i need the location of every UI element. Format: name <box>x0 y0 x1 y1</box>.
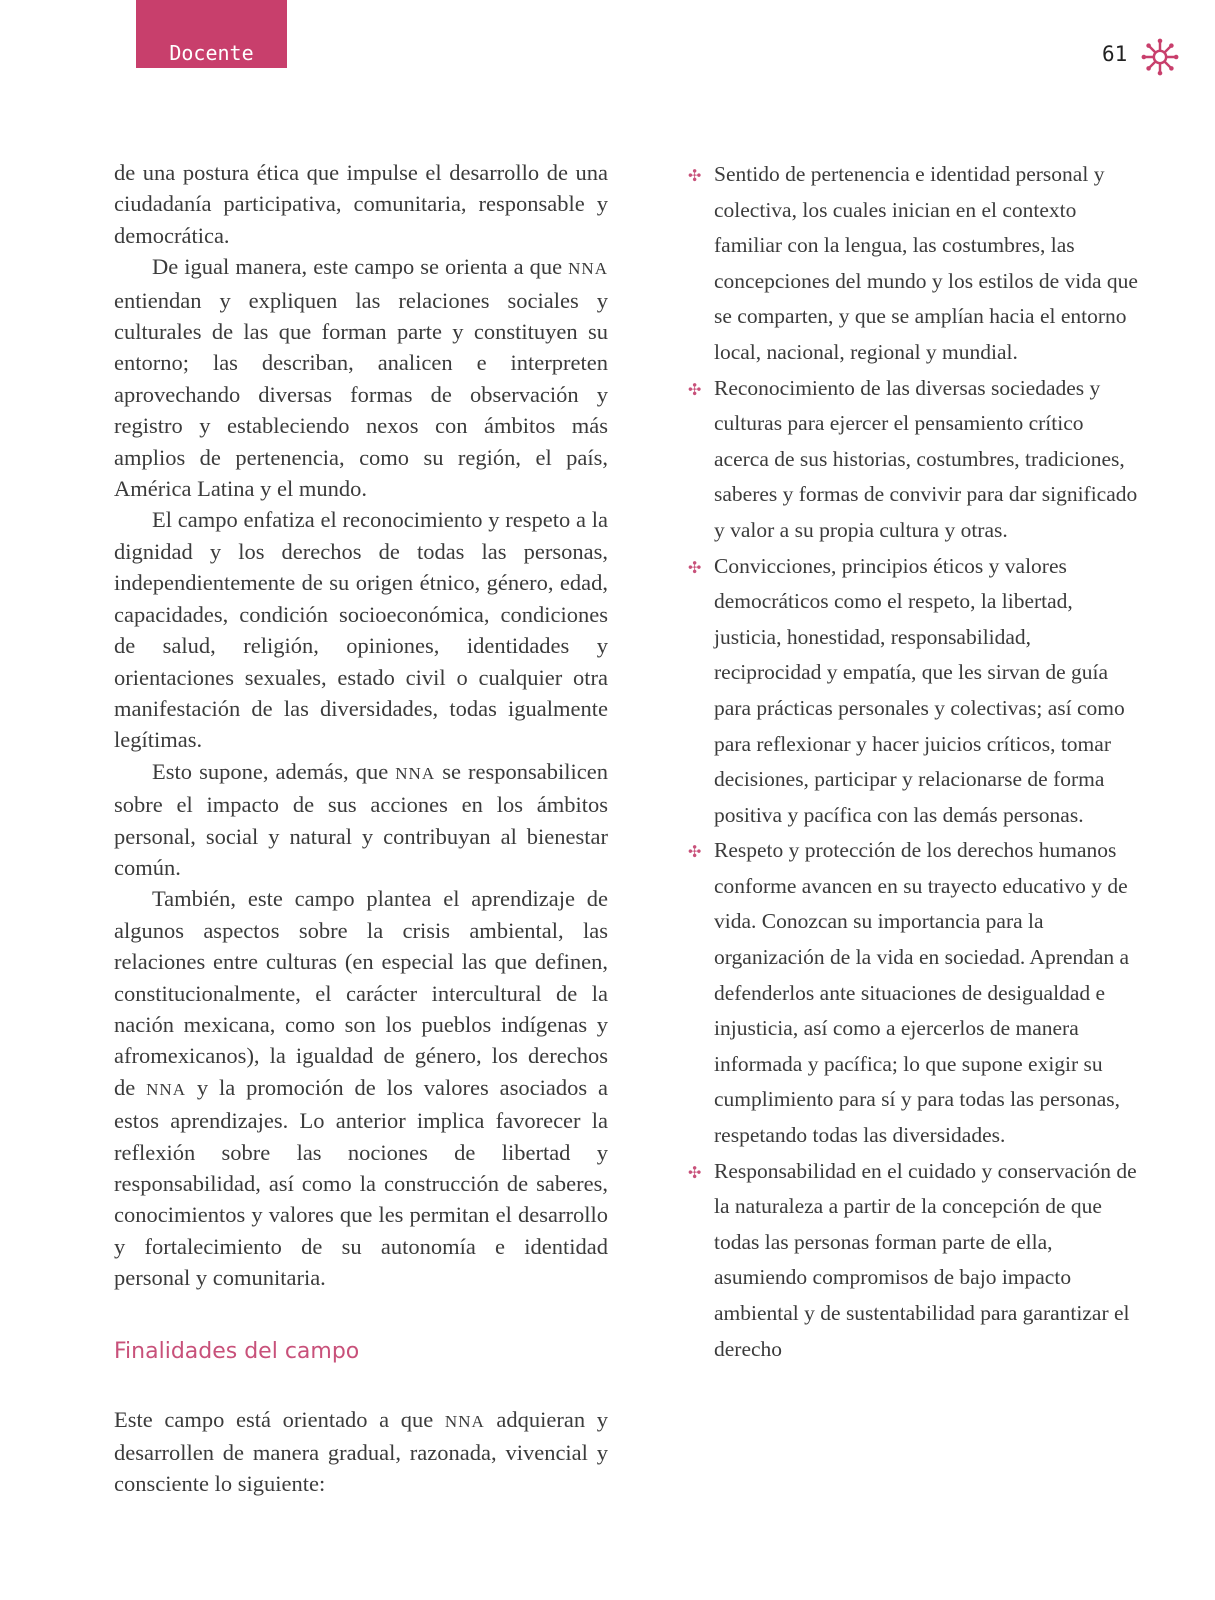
paragraph-6: Este campo está orientado a que NNA adquieran y desarrollen de manera gradual, razonada, vivencial y consciente lo siguiente: <box>114 1406 608 1497</box>
paragraph-2: De igual manera, este campo se orienta a que NNA entiendan y expliquen las relaciones sociales y culturales de las que forman parte y constituyen su entorno; las describan, analicen e interpreten aprovechando diversas formas de observación y registro y estableciendo nexos con ámbitos más amplios de pertenencia, como su región, el país, América Latina y el mundo. <box>114 254 608 502</box>
nna-abbreviation: NNA <box>146 1079 186 1099</box>
bullet-icon: ✣ <box>688 166 702 185</box>
left-column <box>114 157 608 1500</box>
bullet-icon: ✣ <box>688 557 702 577</box>
nna-abbreviation: NNA <box>395 763 436 783</box>
section-tab-label: Docente <box>169 41 254 65</box>
section-tab <box>136 0 287 68</box>
paragraph-3: El campo enfatiza el reconocimiento y respeto a la dignidad y los derechos de todas las personas, independientemente de su origen étnico, género, edad, capacidades, condición socioeconómica, condiciones de salud, religión, opiniones, identidades y orientaciones sexuales, estado civil o cualquier otra manifestación de las diversidades, todas igualmente legítimas. <box>114 507 608 753</box>
flower-icon <box>1141 38 1179 76</box>
paragraph-1: de una postura ética que impulse el desarrollo de una ciudadanía participativa, comunitaria, responsable y democrática. <box>114 160 608 248</box>
list-item: ✣ Sentido de pertenencia e identidad personal y colectiva, los cuales inician en el contexto familiar con la lengua, las costumbres, las concepciones del mundo y los estilos de vida que se comparten, y que se amplían hacia el entorno local, nacional, regional y mundial. <box>690 157 1140 371</box>
bullet-icon: ✣ <box>688 842 702 862</box>
goals-list <box>690 157 1140 1367</box>
bullet-icon: ✣ <box>688 379 702 399</box>
paragraph-5: También, este campo plantea el aprendizaje de algunos aspectos sobre la crisis ambiental, las relaciones entre culturas (en especial las que definen, constitucionalmente, el carácter intercultural de la nación mexicana, como son los pueblos indígenas y afromexicanos), la igualdad de género, los derechos de NNA y la promoción de los valores asociados a estos aprendizajes. Lo anterior implica favorecer la reflexión sobre las nociones de libertad y responsabilidad, así como la construcción de saberes, conocimientos y valores que les permitan el desarrollo y fortalecimiento de su autonomía e identidad personal y comunitaria. <box>114 886 608 1291</box>
list-item: ✣ Convicciones, principios éticos y valores democráticos como el respeto, la libertad, justicia, honestidad, responsabilidad, reciprocidad y empatía, que les sirvan de guía para prácticas personales y colectivas; así como para reflexionar y hacer juicios críticos, tomar decisiones, participar y relacionarse de forma positiva y pacífica con las demás personas. <box>690 549 1140 834</box>
page-number: 61 <box>1102 42 1128 66</box>
right-column <box>690 157 1140 1367</box>
section-heading: Finalidades del campo <box>114 1338 360 1364</box>
bullet-icon: ✣ <box>688 1162 702 1182</box>
list-item: ✣ Respeto y protección de los derechos humanos conforme avancen en su trayecto educativo y de vida. Conozcan su importancia para la organización de la vida en sociedad. Aprendan a defenderlos ante situaciones de desigualdad e injusticia, así como a ejercerlos de manera informada y pacífica; lo que supone exigir su cumplimiento para sí y para todas las personas, respetando todas las diversidades. <box>690 833 1140 1153</box>
list-item: ✣ Reconocimiento de las diversas sociedades y culturas para ejercer el pensamiento crítico acerca de sus historias, costumbres, tradiciones, saberes y formas de convivir para dar significado y valor a su propia cultura y otras. <box>690 371 1140 549</box>
nna-abbreviation: NNA <box>568 259 608 279</box>
paragraph-4: Esto supone, además, que NNA se responsabilicen sobre el impacto de sus acciones en los ámbitos personal, social y natural y contribuyan al bienestar común. <box>114 758 608 880</box>
nna-abbreviation: NNA <box>444 1411 485 1431</box>
list-item: ✣ Responsabilidad en el cuidado y conservación de la naturaleza a partir de la concepción de que todas las personas forman parte de ella, asumiendo compromisos de bajo impacto ambiental y de sustentabilidad para garantizar el derecho <box>690 1154 1140 1368</box>
